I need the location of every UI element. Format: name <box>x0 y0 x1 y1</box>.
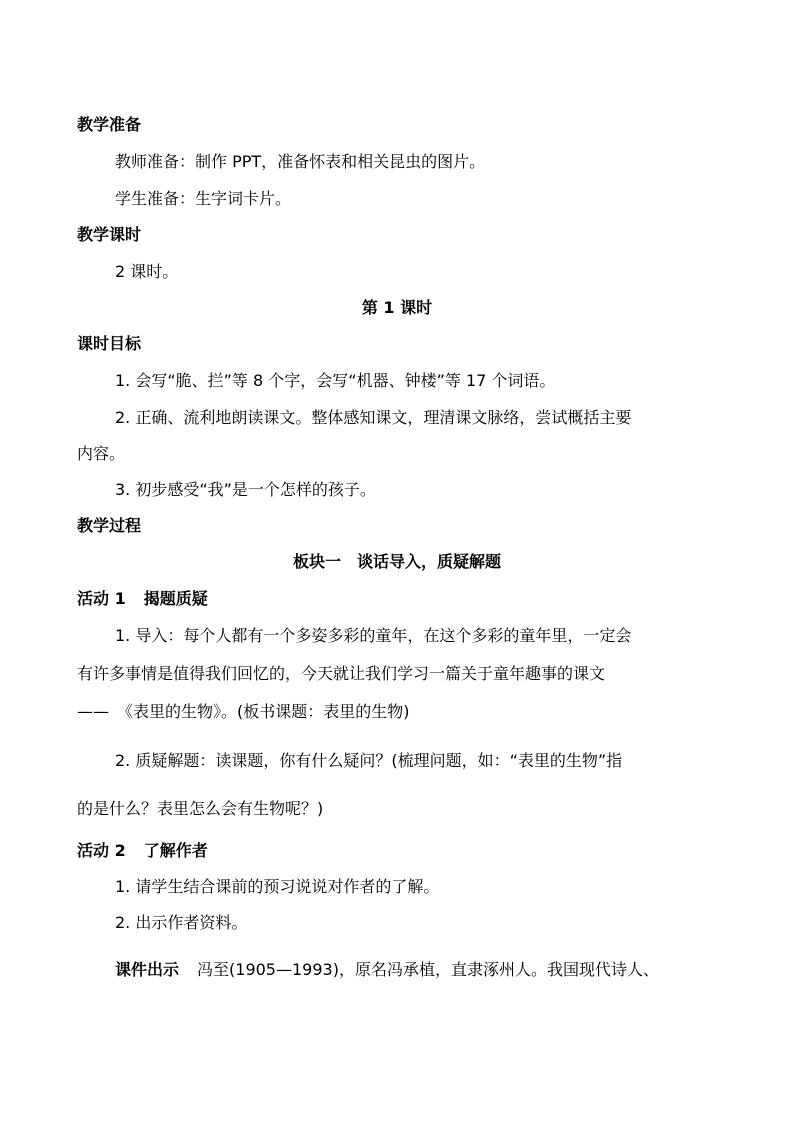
goal-1: 1. 会写“脆、拦”等 8 个字，会写“机器、钟楼”等 17 个词语。 <box>115 371 556 390</box>
courseware-text: 冯至(1905—1993)，原名冯承植，直隶涿州人。我国现代诗人、 <box>197 960 659 979</box>
activity-2-heading <box>77 840 208 862</box>
block-1-title: 板块一 谈话导入，质疑解题 <box>292 552 501 571</box>
activity-2-title: 了解作者 <box>143 841 208 860</box>
a1-item-2-line-2: 的是什么？表里怎么会有生物呢？) <box>77 799 324 818</box>
process-heading: 教学过程 <box>77 516 142 535</box>
a1-item-2-line-1: 2. 质疑解题：读课题，你有什么疑问？(梳理问题，如：“表里的生物”指 <box>115 751 623 770</box>
goal-2-line-1: 2. 正确、流利地朗读课文。整体感知课文，理清课文脉络，尝试概括主要 <box>115 408 632 427</box>
teacher-prep: 教师准备：制作 PPT，准备怀表和相关昆虫的图片。 <box>115 152 486 171</box>
goal-3: 3. 初步感受“我”是一个怎样的孩子。 <box>115 480 376 499</box>
activity-1-heading <box>77 588 208 610</box>
a1-item-1-line-1: 1. 导入：每个人都有一个多姿多彩的童年，在这个多彩的童年里，一定会 <box>115 626 632 645</box>
hours-heading: 教学课时 <box>77 225 142 244</box>
a1-item-1-line-3: —— 《表里的生物》。(板书课题：表里的生物) <box>77 702 410 721</box>
prep-heading: 教学准备 <box>77 115 142 134</box>
a2-item-2: 2. 出示作者资料。 <box>115 913 248 932</box>
activity-1-title: 揭题质疑 <box>143 589 208 608</box>
a2-item-1: 1. 请学生结合课前的预习说说对作者的了解。 <box>115 877 440 896</box>
courseware-label: 课件出示 <box>115 960 180 979</box>
goals-heading: 课时目标 <box>77 334 142 353</box>
goal-2-line-2: 内容。 <box>77 444 126 463</box>
a1-item-1-line-2: 有许多事情是值得我们回忆的，今天就让我们学习一篇关于童年趣事的课文 <box>77 664 606 683</box>
courseware-line <box>115 959 659 981</box>
activity-2-label: 活动 2 <box>77 841 126 860</box>
hours-value: 2 课时。 <box>115 262 179 281</box>
activity-1-label: 活动 1 <box>77 589 126 608</box>
student-prep: 学生准备：生字词卡片。 <box>115 189 292 208</box>
lesson-title: 第 1 课时 <box>361 298 433 317</box>
